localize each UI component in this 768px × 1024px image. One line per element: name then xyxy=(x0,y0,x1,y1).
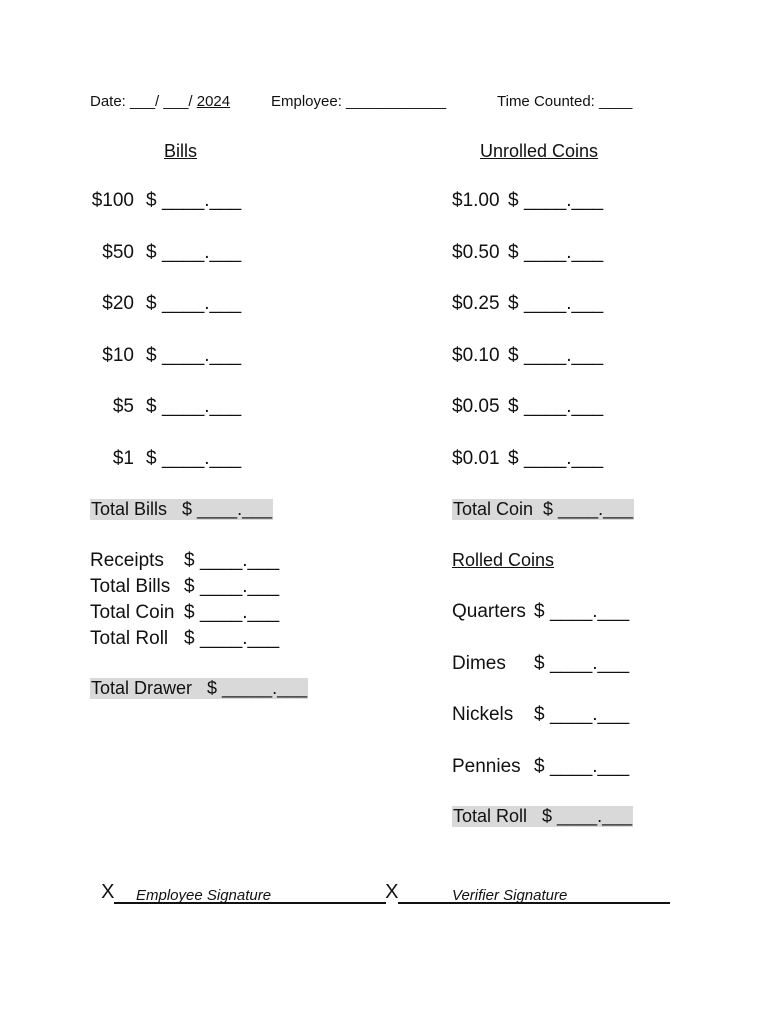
currency-symbol: $ xyxy=(508,447,519,469)
bill-row[interactable] xyxy=(90,396,241,418)
amount-blank[interactable]: ____.___ xyxy=(162,344,242,366)
summary-label: Receipts xyxy=(90,550,164,571)
currency-symbol: $ xyxy=(534,601,545,622)
coin-denomination: $0.25 xyxy=(452,293,500,314)
amount-blank[interactable]: ____.___ xyxy=(524,344,604,366)
date-label: Date: ___/ ___/ xyxy=(90,93,197,110)
rolled-coin-row[interactable] xyxy=(452,756,629,778)
amount-blank[interactable]: ____.___ xyxy=(524,190,604,211)
currency-symbol: $ xyxy=(146,396,157,417)
bill-row[interactable] xyxy=(90,242,241,264)
rolled-coin-label: Quarters xyxy=(452,601,526,622)
amount-blank[interactable]: ____.___ xyxy=(524,447,604,469)
currency-symbol: $ xyxy=(146,447,157,469)
employee-signature-label: Employee Signature xyxy=(136,887,272,904)
currency-symbol: $ xyxy=(534,652,545,674)
amount-blank[interactable]: ____.___ xyxy=(162,293,242,314)
verifier-signature-label: Verifier Signature xyxy=(452,887,568,904)
summary-label: Total Roll xyxy=(90,628,169,649)
total-coin-field[interactable]: Total Coin $ ____.___ xyxy=(453,499,634,519)
bill-denomination: $50 xyxy=(102,241,134,263)
rolled-coin-row[interactable] xyxy=(452,601,629,623)
coin-denomination: $1.00 xyxy=(452,190,500,211)
coin-row[interactable] xyxy=(452,293,603,315)
coin-row[interactable] xyxy=(452,345,603,367)
total-roll-field[interactable]: Total Roll $ ____.___ xyxy=(453,806,633,826)
bill-denomination: $5 xyxy=(112,396,134,417)
amount-blank[interactable]: ____.___ xyxy=(162,396,242,417)
amount-blank[interactable]: ____.___ xyxy=(550,704,630,725)
bill-denomination: $10 xyxy=(102,344,134,366)
summary-row[interactable] xyxy=(90,602,279,624)
amount-blank[interactable]: ____.___ xyxy=(200,628,280,649)
currency-symbol: $ xyxy=(146,344,157,366)
currency-symbol: $ xyxy=(508,190,519,211)
bills-heading: Bills xyxy=(164,141,198,161)
total-bills-field[interactable]: Total Bills $ ____.___ xyxy=(91,499,273,519)
signature-mark: X xyxy=(101,881,115,903)
amount-blank[interactable]: ____.___ xyxy=(200,602,280,623)
currency-symbol: $ xyxy=(146,190,157,211)
rolled-coin-row[interactable] xyxy=(452,704,629,726)
rolled-coin-label: Pennies xyxy=(452,755,521,777)
currency-symbol: $ xyxy=(184,602,195,623)
currency-symbol: $ xyxy=(184,550,195,571)
currency-symbol: $ xyxy=(508,241,519,263)
rolled-coins-heading: Rolled Coins xyxy=(452,550,555,570)
date-year: 2024 xyxy=(196,93,231,110)
coin-row[interactable] xyxy=(452,242,603,264)
bill-row[interactable] xyxy=(90,190,241,212)
bill-row[interactable] xyxy=(90,345,241,367)
coin-row[interactable] xyxy=(452,396,603,418)
currency-symbol: $ xyxy=(508,344,519,366)
bill-denomination: $20 xyxy=(102,293,134,314)
summary-row[interactable] xyxy=(90,550,279,572)
amount-blank[interactable]: ____.___ xyxy=(200,576,280,597)
currency-symbol: $ xyxy=(146,241,157,263)
time-counted-field[interactable]: Time Counted: ____ xyxy=(497,93,633,110)
currency-symbol: $ xyxy=(508,293,519,314)
amount-blank[interactable]: ____.___ xyxy=(524,241,604,263)
amount-blank[interactable]: ____.___ xyxy=(550,755,630,777)
currency-symbol: $ xyxy=(534,704,545,725)
date-field[interactable] xyxy=(90,93,230,110)
summary-row[interactable] xyxy=(90,628,279,650)
amount-blank[interactable]: ____.___ xyxy=(162,447,242,469)
coin-row[interactable] xyxy=(452,448,603,470)
bill-row[interactable] xyxy=(90,448,241,470)
total-drawer-field[interactable]: Total Drawer $ _____.___ xyxy=(91,678,308,698)
coin-denomination: $0.01 xyxy=(452,447,500,469)
currency-symbol: $ xyxy=(508,396,519,417)
amount-blank[interactable]: ____.___ xyxy=(550,652,630,674)
amount-blank[interactable]: ____.___ xyxy=(162,241,242,263)
currency-symbol: $ xyxy=(184,628,195,649)
summary-label: Total Coin xyxy=(90,602,175,623)
amount-blank[interactable]: ____.___ xyxy=(524,293,604,314)
summary-row[interactable] xyxy=(90,576,279,598)
coin-denomination: $0.10 xyxy=(452,344,500,366)
coin-denomination: $0.05 xyxy=(452,396,500,417)
amount-blank[interactable]: ____.___ xyxy=(550,601,630,622)
signature-mark: X xyxy=(385,881,399,903)
bill-denomination: $1 xyxy=(112,447,134,469)
currency-symbol: $ xyxy=(534,755,545,777)
amount-blank[interactable]: ____.___ xyxy=(162,190,242,211)
rolled-coin-label: Dimes xyxy=(452,652,506,674)
coin-denomination: $0.50 xyxy=(452,241,500,263)
amount-blank[interactable]: ____.___ xyxy=(200,550,280,571)
summary-label: Total Bills xyxy=(90,576,171,597)
rolled-coin-row[interactable] xyxy=(452,653,629,675)
bill-row[interactable] xyxy=(90,293,241,315)
currency-symbol: $ xyxy=(146,293,157,314)
rolled-coin-label: Nickels xyxy=(452,704,514,725)
unrolled-coins-heading: Unrolled Coins xyxy=(480,141,599,161)
coin-row[interactable] xyxy=(452,190,603,212)
amount-blank[interactable]: ____.___ xyxy=(524,396,604,417)
bill-denomination: $100 xyxy=(91,190,134,211)
currency-symbol: $ xyxy=(184,576,195,597)
employee-field[interactable]: Employee: ____________ xyxy=(271,93,447,110)
